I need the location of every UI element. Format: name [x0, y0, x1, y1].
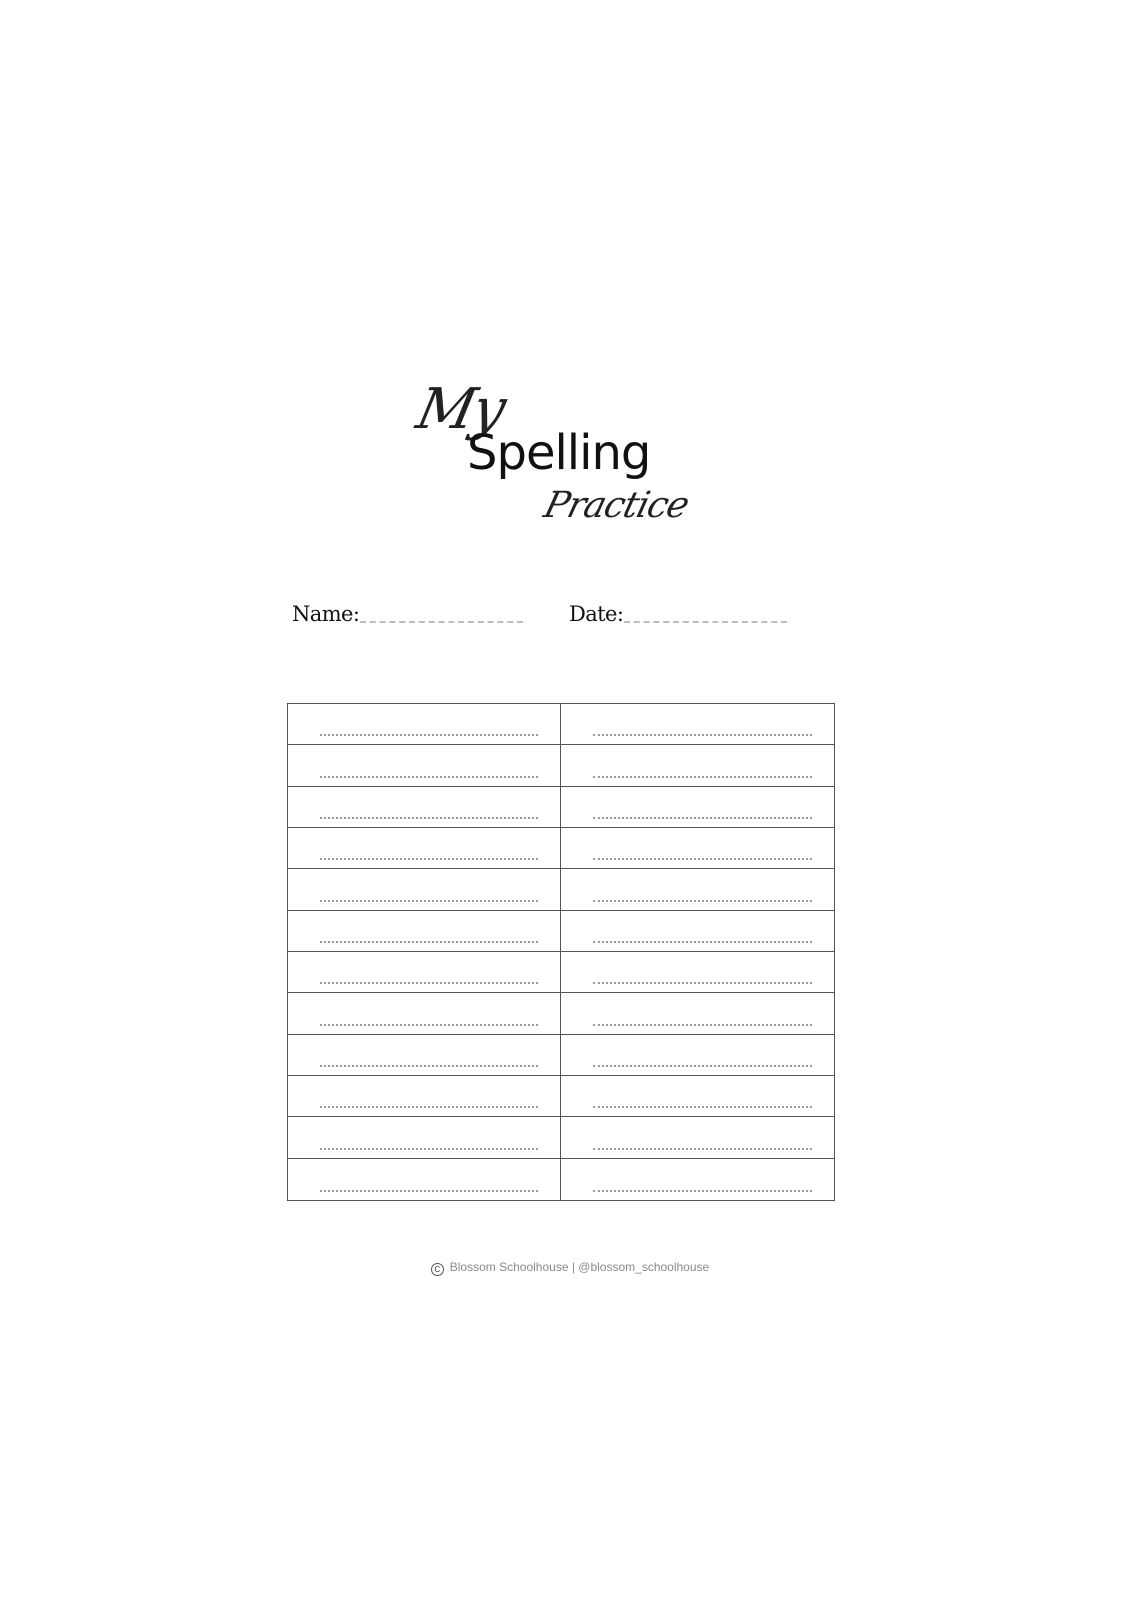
dotted-write-line [320, 858, 538, 860]
date-label: Date: [569, 602, 624, 626]
title-script-practice: Practice [539, 485, 693, 526]
practice-cell[interactable] [561, 952, 834, 993]
practice-cell[interactable] [288, 1035, 561, 1076]
practice-cell[interactable] [288, 993, 561, 1034]
practice-cell[interactable] [561, 1076, 834, 1117]
practice-cell[interactable] [561, 1159, 834, 1200]
dotted-write-line [593, 941, 812, 943]
dotted-write-line [320, 734, 538, 736]
practice-cell[interactable] [561, 993, 834, 1034]
title-spelling: Spelling [467, 425, 651, 481]
worksheet-title [410, 377, 710, 545]
practice-cell[interactable] [561, 787, 834, 828]
practice-cell[interactable] [561, 911, 834, 952]
date-field[interactable] [569, 597, 787, 625]
name-field[interactable] [292, 597, 523, 625]
practice-cell[interactable] [288, 952, 561, 993]
dotted-write-line [593, 817, 812, 819]
practice-cell[interactable] [288, 869, 561, 910]
dotted-write-line [320, 776, 538, 778]
practice-cell[interactable] [561, 1117, 834, 1158]
dotted-write-line [320, 941, 538, 943]
dotted-write-line [593, 1106, 812, 1108]
practice-cell[interactable] [288, 787, 561, 828]
dotted-write-line [593, 1190, 812, 1192]
dotted-write-line [593, 776, 812, 778]
dotted-write-line [320, 1190, 538, 1192]
practice-cell[interactable] [288, 828, 561, 869]
date-write-line[interactable] [624, 620, 787, 623]
dotted-write-line [593, 858, 812, 860]
dotted-write-line [320, 1024, 538, 1026]
title-script-my: My [411, 377, 510, 442]
footer-credit [0, 1260, 1140, 1276]
dotted-write-line [320, 982, 538, 984]
name-label: Name: [292, 602, 360, 626]
dotted-write-line [320, 1065, 538, 1067]
practice-cell[interactable] [561, 704, 834, 745]
dotted-write-line [593, 734, 812, 736]
dotted-write-line [593, 982, 812, 984]
practice-cell[interactable] [288, 1117, 561, 1158]
dotted-write-line [320, 817, 538, 819]
practice-cell[interactable] [561, 1035, 834, 1076]
dotted-write-line [593, 1148, 812, 1150]
copyright-icon: C [431, 1263, 444, 1276]
dotted-write-line [593, 900, 812, 902]
practice-cell[interactable] [288, 911, 561, 952]
dotted-write-line [320, 900, 538, 902]
footer-text: Blossom Schoolhouse | @blossom_schoolhouse [449, 1260, 710, 1274]
dotted-write-line [320, 1148, 538, 1150]
practice-cell[interactable] [288, 704, 561, 745]
spelling-practice-table [287, 703, 835, 1201]
name-write-line[interactable] [360, 620, 523, 623]
practice-cell[interactable] [288, 1076, 561, 1117]
dotted-write-line [320, 1106, 538, 1108]
practice-cell[interactable] [561, 869, 834, 910]
practice-cell[interactable] [288, 745, 561, 786]
practice-cell[interactable] [561, 828, 834, 869]
practice-cell[interactable] [561, 745, 834, 786]
dotted-write-line [593, 1024, 812, 1026]
dotted-write-line [593, 1065, 812, 1067]
practice-cell[interactable] [288, 1159, 561, 1200]
